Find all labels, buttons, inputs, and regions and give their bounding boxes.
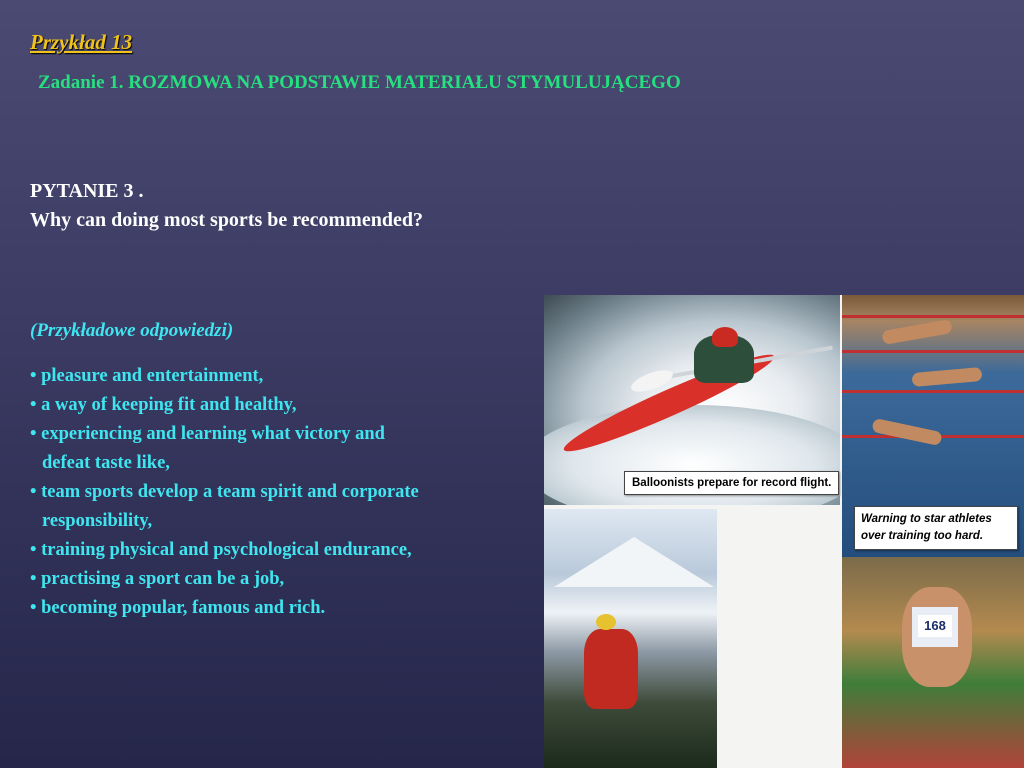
long-jump-photo <box>842 557 1024 768</box>
question-text: Why can doing most sports be recommended? <box>30 209 423 231</box>
swimmer <box>871 418 942 446</box>
kayaker-helmet <box>712 327 738 347</box>
sports-photo-collage <box>544 295 1024 768</box>
caption-balloonists: Balloonists prepare for record flight. <box>624 471 839 495</box>
climber-photo <box>544 509 717 768</box>
swimmer <box>912 367 983 387</box>
question-number: PYTANIE 3 . <box>30 180 144 202</box>
lane-rope <box>842 315 1024 318</box>
snowy-mountain <box>554 537 714 587</box>
answer-item: • a way of keeping fit and healthy, <box>30 391 550 420</box>
athlete-bib: 168 <box>918 615 952 637</box>
answer-item: • pleasure and entertainment, <box>30 362 550 391</box>
lane-rope <box>842 390 1024 393</box>
caption-warning: Warning to star athletes over training too hard. <box>854 506 1018 550</box>
example-title: Przykład 13 <box>30 30 133 54</box>
answers-heading: (Przykładowe odpowiedzi) <box>30 320 234 341</box>
question-block <box>30 177 423 235</box>
answers-list <box>30 362 550 623</box>
answer-item: • becoming popular, famous and rich. <box>30 594 550 623</box>
climber-helmet <box>596 614 616 630</box>
answer-item: • experiencing and learning what victory and defeat taste like, <box>30 420 550 478</box>
task-title: Zadanie 1. ROZMOWA NA PODSTAWIE MATERIAŁU STYMULUJĄCEGO <box>38 72 681 93</box>
answer-item: • practising a sport can be a job, <box>30 565 550 594</box>
answer-item: • training physical and psychological endurance, <box>30 536 550 565</box>
answer-item: • team sports develop a team spirit and corporate responsibility, <box>30 478 550 536</box>
climber <box>584 629 638 709</box>
swimmer <box>881 319 952 345</box>
lane-rope <box>842 350 1024 353</box>
